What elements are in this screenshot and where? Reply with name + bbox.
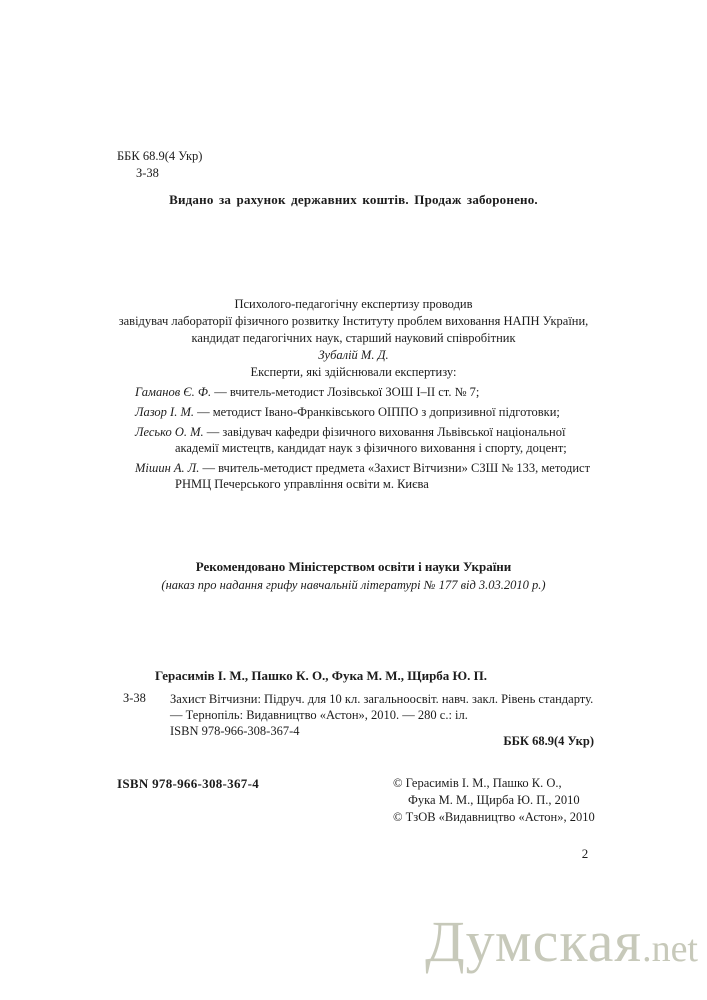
expert-description: — вчитель-методист Лозівської ЗОШ І–ІІ ст. № 7; xyxy=(214,385,480,399)
reviewer-name: Зубалій М. Д. xyxy=(318,348,389,362)
expert-name: Гаманов Є. Ф. xyxy=(135,385,212,399)
bbk-code: ББК 68.9(4 Укр) xyxy=(117,149,203,163)
expert-name: Мішин А. Л. xyxy=(135,461,200,475)
catalog-description: Захист Вітчизни: Підруч. для 10 кл. загальноосвіт. навч. закл. Рівень стандарту. — Тернопіль: Видавництво «Астон», 2010. — 280 с.: іл. xyxy=(170,692,594,722)
expertise-paragraph xyxy=(0,296,707,364)
watermark-suffix-text: .net xyxy=(642,928,698,970)
expert-description: — методист Івано-Франківського ОІППО з допризивної підготовки; xyxy=(197,405,560,419)
expert-description: — завідувач кафедри фізичного виховання Львівської національної академії мистецтв, кандидат наук з фізичного виховання і спорту, доцент; xyxy=(175,425,567,455)
authors-line: Герасимів І. М., Пашко К. О., Фука М. М., Щирба Ю. П. xyxy=(155,668,488,683)
isbn-line: ISBN 978-966-308-367-4 xyxy=(117,776,260,791)
expert-entry xyxy=(135,404,597,420)
expertise-line: завідувач лабораторії фізичного розвитку Інституту проблем виховання НАПН України, xyxy=(118,314,589,328)
catalog-card xyxy=(117,691,599,739)
watermark-main-text: Думская xyxy=(425,909,643,974)
expert-entry xyxy=(135,424,597,456)
page-number: 2 xyxy=(581,846,589,861)
sale-notice: Видано за рахунок державних коштів. Продаж заборонено. xyxy=(169,192,538,207)
bbk-classification-top xyxy=(117,148,202,182)
copyright-line: © ТзОВ «Видавництво «Астон», 2010 xyxy=(393,810,595,824)
expert-name: Лазор І. М. xyxy=(135,405,195,419)
expert-name: Лесько О. М. xyxy=(135,425,204,439)
ministry-recommendation xyxy=(0,558,707,594)
recommendation-order: (наказ про надання грифу навчальній літературі № 177 від 3.03.2010 р.) xyxy=(161,578,546,592)
catalog-body xyxy=(170,691,602,739)
author-index: З-38 xyxy=(136,166,159,180)
catalog-isbn: ISBN 978-966-308-367-4 xyxy=(170,724,300,738)
experts-list xyxy=(135,384,597,496)
copyright-block xyxy=(393,775,595,826)
expert-entry xyxy=(135,384,597,400)
copyright-line: © Герасимів І. М., Пашко К. О., xyxy=(393,776,562,790)
copyright-line: Фука М. М., Щирба Ю. П., 2010 xyxy=(408,793,580,807)
bbk-classification-bottom: ББК 68.9(4 Укр) xyxy=(503,734,594,748)
watermark xyxy=(425,908,698,975)
expert-description: — вчитель-методист предмета «Захист Вітчизни» СЗШ № 133, методист РНМЦ Печерського управління освіти м. Києва xyxy=(175,461,591,491)
experts-heading: Експерти, які здійснювали експертизу: xyxy=(250,365,457,379)
recommendation-title: Рекомендовано Міністерством освіти і науки України xyxy=(195,559,512,574)
expertise-line: кандидат педагогічних наук, старший науковий співробітник xyxy=(191,331,516,345)
expertise-line: Психолого-педагогічну експертизу проводив xyxy=(234,297,473,311)
catalog-index: З-38 xyxy=(123,691,146,705)
expert-entry xyxy=(135,460,597,492)
